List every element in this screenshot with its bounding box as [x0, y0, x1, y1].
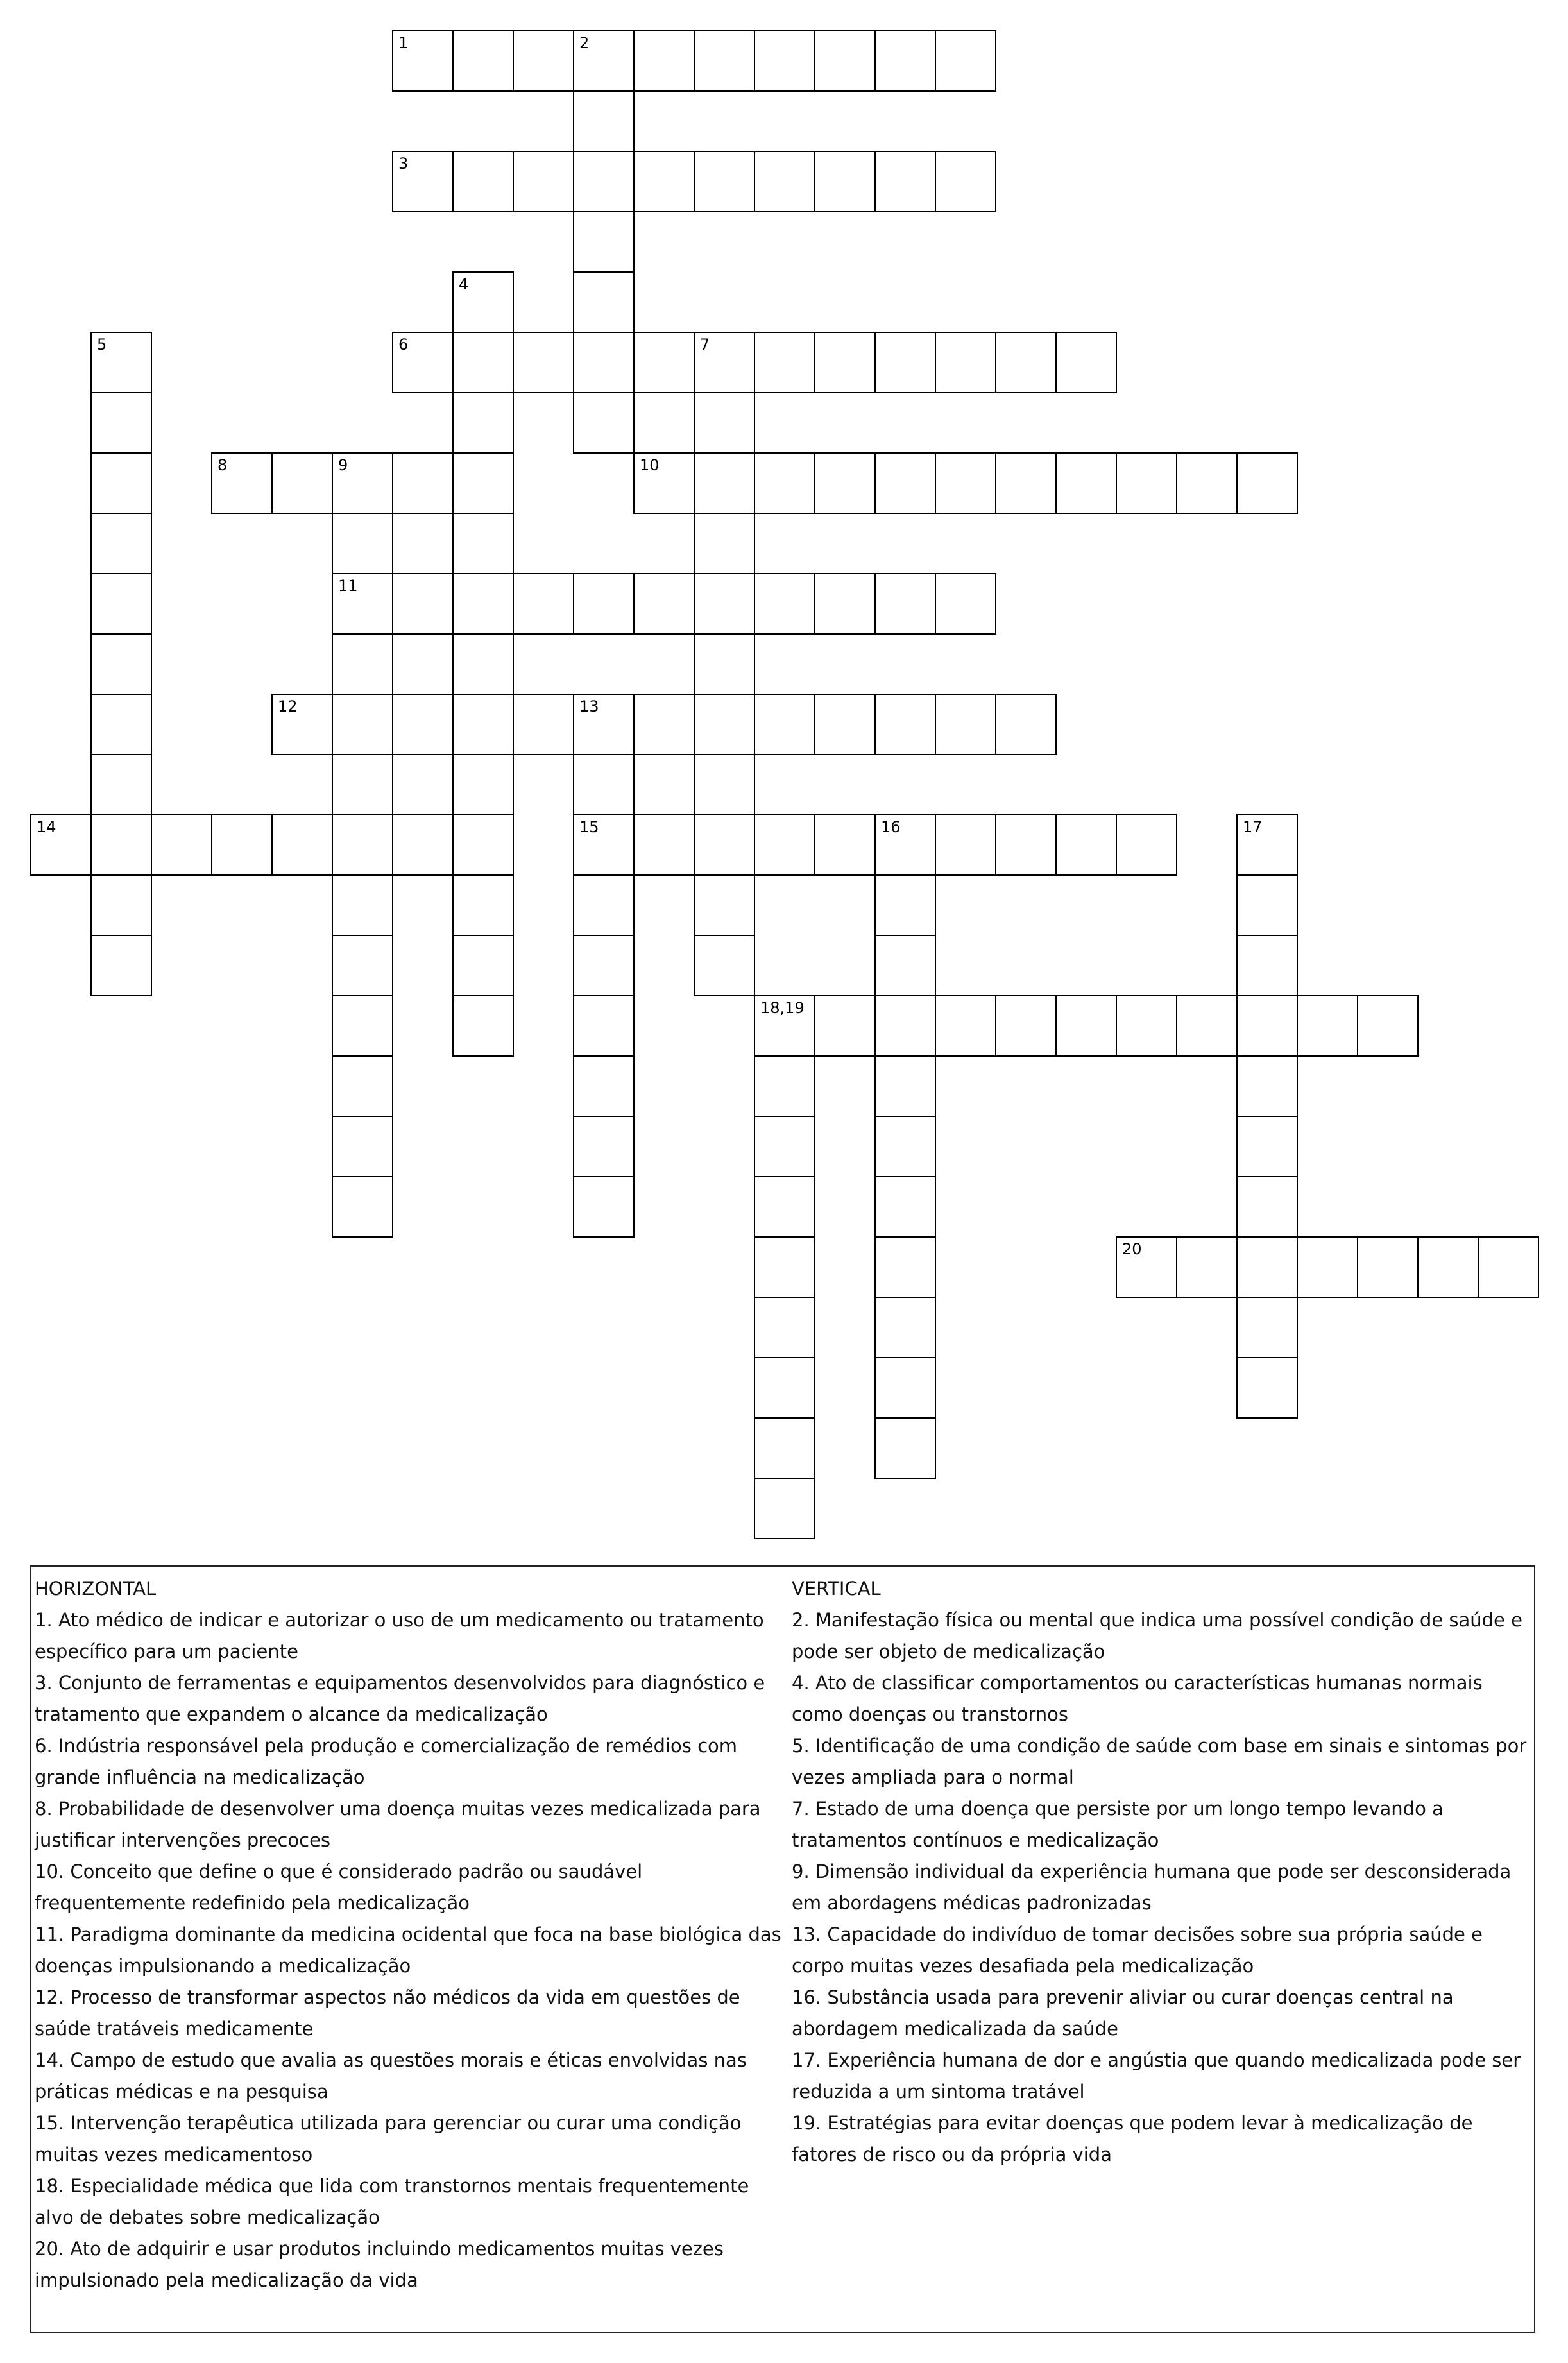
grid-cell[interactable]	[814, 814, 876, 876]
grid-cell[interactable]	[513, 573, 574, 635]
clues-panel	[30, 1565, 1535, 2333]
grid-cell[interactable]	[694, 633, 755, 695]
grid-cell[interactable]	[573, 694, 635, 755]
grid-cell[interactable]	[754, 1055, 815, 1117]
grid-cell[interactable]	[573, 151, 635, 212]
grid-cell[interactable]	[633, 332, 695, 393]
grid-cell[interactable]	[694, 874, 755, 936]
grid-cell[interactable]	[1236, 935, 1298, 996]
grid-cell[interactable]	[814, 573, 876, 635]
grid-cell[interactable]	[1055, 332, 1117, 393]
grid-cell[interactable]	[211, 814, 273, 876]
grid-cell[interactable]	[513, 30, 574, 92]
grid-cell[interactable]	[573, 211, 635, 273]
grid-cell[interactable]	[332, 573, 393, 635]
grid-cell[interactable]	[995, 332, 1057, 393]
grid-cell[interactable]	[392, 513, 454, 574]
grid-cell[interactable]	[573, 332, 635, 393]
grid-cell[interactable]	[814, 995, 876, 1057]
grid-cell[interactable]	[874, 573, 936, 635]
grid-cell[interactable]	[874, 1297, 936, 1358]
grid-cell[interactable]	[1297, 995, 1358, 1057]
grid-cell[interactable]	[1055, 452, 1117, 514]
clue-number: 3	[398, 155, 409, 173]
grid-cell[interactable]	[1236, 1236, 1298, 1298]
grid-cell[interactable]	[211, 452, 273, 514]
grid-cell[interactable]	[935, 452, 996, 514]
grid-cell[interactable]	[1236, 1297, 1298, 1358]
grid-cell[interactable]	[694, 754, 755, 815]
grid-cell[interactable]	[1055, 995, 1117, 1057]
clue-number: 16	[881, 818, 901, 836]
grid-cell[interactable]	[874, 814, 936, 876]
grid-cell[interactable]	[332, 935, 393, 996]
grid-cell[interactable]	[633, 814, 695, 876]
grid-cell[interactable]	[332, 995, 393, 1057]
grid-cell[interactable]	[271, 694, 333, 755]
grid-cell[interactable]	[1176, 1236, 1238, 1298]
grid-cell[interactable]	[392, 452, 454, 514]
grid-cell[interactable]	[694, 151, 755, 212]
clue-number: 15	[579, 818, 599, 836]
grid-cell[interactable]	[754, 1478, 815, 1539]
grid-cell[interactable]	[332, 1055, 393, 1117]
grid-cell[interactable]	[573, 935, 635, 996]
grid-cell[interactable]	[332, 1176, 393, 1238]
grid-cell[interactable]	[935, 814, 996, 876]
grid-cell[interactable]	[1236, 452, 1298, 514]
grid-cell[interactable]	[452, 332, 514, 393]
clue-horizontal-15: 15. Intervenção terapêutica utilizada para gerenciar ou curar uma condição muitas vezes medicamentoso	[35, 2112, 742, 2165]
grid-cell[interactable]	[1236, 1116, 1298, 1177]
grid-cell[interactable]	[633, 694, 695, 755]
grid-cell[interactable]	[1357, 995, 1419, 1057]
grid-cell[interactable]	[995, 452, 1057, 514]
grid-cell[interactable]	[573, 814, 635, 876]
grid-cell[interactable]	[935, 995, 996, 1057]
grid-cell[interactable]	[90, 332, 152, 393]
grid-cell[interactable]	[151, 814, 212, 876]
grid-cell[interactable]	[754, 452, 815, 514]
clue-number: 9	[338, 456, 348, 474]
clue-horizontal-20: 20. Ato de adquirir e usar produtos incluindo medicamentos muitas vezes impulsionado pela medicalização da vida	[35, 2238, 724, 2291]
grid-cell[interactable]	[754, 1417, 815, 1479]
grid-cell[interactable]	[90, 694, 152, 755]
grid-cell[interactable]	[1478, 1236, 1539, 1298]
grid-cell[interactable]	[452, 935, 514, 996]
grid-cell[interactable]	[874, 151, 936, 212]
grid-cell[interactable]	[90, 392, 152, 454]
grid-cell[interactable]	[754, 694, 815, 755]
horizontal-clues	[35, 1573, 785, 2296]
grid-cell[interactable]	[874, 874, 936, 936]
grid-cell[interactable]	[874, 694, 936, 755]
grid-cell[interactable]	[754, 995, 815, 1057]
clue-vertical-5: 5. Identificação de uma condição de saúde com base em sinais e sintomas por vezes ampliada para o normal	[792, 1735, 1527, 1788]
clue-number: 20	[1122, 1240, 1142, 1258]
grid-cell[interactable]	[392, 814, 454, 876]
grid-cell[interactable]	[332, 452, 393, 514]
clue-number: 1	[398, 34, 409, 52]
grid-cell[interactable]	[694, 332, 755, 393]
grid-cell[interactable]	[754, 573, 815, 635]
clue-number: 17	[1243, 818, 1263, 836]
grid-cell[interactable]	[90, 874, 152, 936]
grid-cell[interactable]	[30, 814, 92, 876]
clue-vertical-17: 17. Experiência humana de dor e angústia que quando medicalizada pode ser reduzida a um sintoma tratável	[792, 2049, 1521, 2103]
grid-cell[interactable]	[332, 1116, 393, 1177]
grid-cell[interactable]	[392, 633, 454, 695]
grid-cell[interactable]	[935, 151, 996, 212]
clue-number: 6	[398, 336, 409, 354]
grid-cell[interactable]	[1236, 814, 1298, 876]
clue-vertical-7: 7. Estado de uma doença que persiste por um longo tempo levando a tratamentos contínuos e medicalização	[792, 1798, 1444, 1851]
grid-cell[interactable]	[874, 1116, 936, 1177]
grid-cell[interactable]	[633, 452, 695, 514]
grid-cell[interactable]	[1116, 995, 1177, 1057]
grid-cell[interactable]	[392, 754, 454, 815]
grid-cell[interactable]	[332, 513, 393, 574]
grid-cell[interactable]	[90, 814, 152, 876]
grid-cell[interactable]	[814, 694, 876, 755]
grid-cell[interactable]	[754, 151, 815, 212]
clue-number: 13	[579, 697, 599, 715]
grid-cell[interactable]	[513, 694, 574, 755]
grid-cell[interactable]	[332, 814, 393, 876]
grid-cell[interactable]	[573, 1176, 635, 1238]
clue-vertical-4: 4. Ato de classificar comportamentos ou características humanas normais como doenças ou transtornos	[792, 1672, 1483, 1725]
clue-horizontal-11: 11. Paradigma dominante da medicina ocidental que foca na base biológica das doenças impulsionando a medicalização	[35, 1924, 781, 1977]
grid-cell[interactable]	[90, 754, 152, 815]
grid-cell[interactable]	[573, 271, 635, 333]
grid-cell[interactable]	[90, 513, 152, 574]
grid-cell[interactable]	[694, 513, 755, 574]
grid-cell[interactable]	[573, 392, 635, 454]
clue-vertical-9: 9. Dimensão individual da experiência humana que pode ser desconsiderada em abordagens médicas padronizadas	[792, 1861, 1512, 1914]
grid-cell[interactable]	[1236, 874, 1298, 936]
grid-cell[interactable]	[452, 633, 514, 695]
grid-cell[interactable]	[332, 754, 393, 815]
grid-cell[interactable]	[633, 30, 695, 92]
grid-cell[interactable]	[1055, 814, 1117, 876]
grid-cell[interactable]	[452, 995, 514, 1057]
grid-cell[interactable]	[935, 30, 996, 92]
grid-cell[interactable]	[1236, 1055, 1298, 1117]
grid-cell[interactable]	[694, 392, 755, 454]
grid-cell[interactable]	[694, 814, 755, 876]
grid-cell[interactable]	[935, 694, 996, 755]
grid-cell[interactable]	[452, 271, 514, 333]
horizontal-clues-title: HORIZONTAL	[35, 1578, 157, 1600]
grid-cell[interactable]	[754, 1236, 815, 1298]
grid-cell[interactable]	[392, 694, 454, 755]
clue-number: 5	[97, 336, 107, 354]
grid-cell[interactable]	[694, 30, 755, 92]
grid-cell[interactable]	[874, 30, 936, 92]
grid-cell[interactable]	[874, 1236, 936, 1298]
clue-number: 18,19	[760, 999, 805, 1017]
grid-cell[interactable]	[814, 30, 876, 92]
grid-cell[interactable]	[1417, 1236, 1479, 1298]
grid-cell[interactable]	[452, 694, 514, 755]
grid-cell[interactable]	[1116, 814, 1177, 876]
grid-cell[interactable]	[332, 694, 393, 755]
grid-cell[interactable]	[452, 814, 514, 876]
grid-cell[interactable]	[935, 573, 996, 635]
grid-cell[interactable]	[1236, 1176, 1298, 1238]
grid-cell[interactable]	[754, 1116, 815, 1177]
grid-cell[interactable]	[694, 935, 755, 996]
grid-cell[interactable]	[754, 332, 815, 393]
grid-cell[interactable]	[874, 1417, 936, 1479]
grid-cell[interactable]	[332, 633, 393, 695]
clue-horizontal-1: 1. Ato médico de indicar e autorizar o uso de um medicamento ou tratamento específico para um paciente	[35, 1609, 764, 1662]
grid-cell[interactable]	[874, 452, 936, 514]
grid-cell[interactable]	[573, 1116, 635, 1177]
grid-cell[interactable]	[452, 513, 514, 574]
grid-cell[interactable]	[754, 1357, 815, 1419]
clue-vertical-2: 2. Manifestação física ou mental que indica uma possível condição de saúde e pode ser objeto de medicalização	[792, 1609, 1522, 1662]
grid-cell[interactable]	[271, 452, 333, 514]
grid-cell[interactable]	[754, 1176, 815, 1238]
grid-cell[interactable]	[1176, 452, 1238, 514]
grid-cell[interactable]	[332, 874, 393, 936]
grid-cell[interactable]	[694, 452, 755, 514]
grid-cell[interactable]	[814, 151, 876, 212]
grid-cell[interactable]	[452, 573, 514, 635]
clue-horizontal-10: 10. Conceito que define o que é considerado padrão ou saudável frequentemente redefinido pela medicalização	[35, 1861, 643, 1914]
clue-horizontal-12: 12. Processo de transformar aspectos não médicos da vida em questões de saúde tratáveis medicamente	[35, 1986, 740, 2040]
grid-cell[interactable]	[452, 30, 514, 92]
grid-cell[interactable]	[452, 452, 514, 514]
clue-number: 12	[278, 697, 298, 715]
grid-cell[interactable]	[874, 1176, 936, 1238]
vertical-clues-title: VERTICAL	[792, 1578, 881, 1600]
clue-number: 7	[700, 336, 710, 354]
clue-number: 10	[640, 456, 660, 474]
grid-cell[interactable]	[452, 874, 514, 936]
grid-cell[interactable]	[90, 452, 152, 514]
grid-cell[interactable]	[1297, 1236, 1358, 1298]
clue-vertical-13: 13. Capacidade do indivíduo de tomar decisões sobre sua própria saúde e corpo muitas vezes desafiada pela medicalização	[792, 1924, 1483, 1977]
grid-cell[interactable]	[694, 573, 755, 635]
grid-cell[interactable]	[874, 935, 936, 996]
grid-cell[interactable]	[513, 332, 574, 393]
grid-cell[interactable]	[995, 694, 1057, 755]
grid-cell[interactable]	[573, 874, 635, 936]
clue-number: 11	[338, 577, 358, 595]
grid-cell[interactable]	[573, 573, 635, 635]
clue-number: 8	[217, 456, 228, 474]
grid-cell[interactable]	[573, 995, 635, 1057]
grid-cell[interactable]	[814, 332, 876, 393]
grid-cell[interactable]	[995, 814, 1057, 876]
grid-cell[interactable]	[694, 694, 755, 755]
grid-cell[interactable]	[392, 332, 454, 393]
grid-cell[interactable]	[513, 151, 574, 212]
grid-cell[interactable]	[452, 392, 514, 454]
grid-cell[interactable]	[874, 332, 936, 393]
clue-number: 2	[579, 34, 590, 52]
vertical-clues	[792, 1573, 1530, 2171]
grid-cell[interactable]	[633, 151, 695, 212]
clue-horizontal-3: 3. Conjunto de ferramentas e equipamentos desenvolvidos para diagnóstico e tratamento que expandem o alcance da medicalização	[35, 1672, 765, 1725]
grid-cell[interactable]	[633, 573, 695, 635]
grid-cell[interactable]	[1357, 1236, 1419, 1298]
grid-cell[interactable]	[90, 935, 152, 996]
grid-cell[interactable]	[452, 151, 514, 212]
grid-cell[interactable]	[754, 814, 815, 876]
grid-cell[interactable]	[90, 633, 152, 695]
clue-number: 14	[37, 818, 56, 836]
grid-cell[interactable]	[874, 995, 936, 1057]
grid-cell[interactable]	[754, 1297, 815, 1358]
clue-vertical-19: 19. Estratégias para evitar doenças que podem levar à medicalização de fatores de risco ou da própria vida	[792, 2112, 1473, 2165]
grid-cell[interactable]	[1176, 995, 1238, 1057]
grid-cell[interactable]	[995, 995, 1057, 1057]
grid-cell[interactable]	[392, 30, 454, 92]
clue-horizontal-18: 18. Especialidade médica que lida com transtornos mentais frequentemente alvo de debates sobre medicalização	[35, 2175, 749, 2228]
grid-cell[interactable]	[874, 1357, 936, 1419]
clue-number: 4	[459, 275, 469, 293]
grid-cell[interactable]	[1116, 1236, 1177, 1298]
clue-vertical-16: 16. Substância usada para prevenir aliviar ou curar doenças central na abordagem medicalizada da saúde	[792, 1986, 1454, 2040]
grid-cell[interactable]	[573, 1055, 635, 1117]
grid-cell[interactable]	[633, 392, 695, 454]
clue-horizontal-8: 8. Probabilidade de desenvolver uma doença muitas vezes medicalizada para justificar intervenções precoces	[35, 1798, 761, 1851]
grid-cell[interactable]	[90, 573, 152, 635]
grid-cell[interactable]	[573, 30, 635, 92]
grid-cell[interactable]	[1116, 452, 1177, 514]
grid-cell[interactable]	[573, 754, 635, 815]
grid-cell[interactable]	[935, 332, 996, 393]
grid-cell[interactable]	[1236, 995, 1298, 1057]
grid-cell[interactable]	[392, 151, 454, 212]
clue-horizontal-14: 14. Campo de estudo que avalia as questões morais e éticas envolvidas nas práticas médicas e na pesquisa	[35, 2049, 747, 2103]
grid-cell[interactable]	[754, 30, 815, 92]
grid-cell[interactable]	[573, 90, 635, 152]
grid-cell[interactable]	[392, 573, 454, 635]
clue-horizontal-6: 6. Indústria responsável pela produção e comercialização de remédios com grande influência na medicalização	[35, 1735, 738, 1788]
grid-cell[interactable]	[814, 452, 876, 514]
grid-cell[interactable]	[452, 754, 514, 815]
grid-cell[interactable]	[1236, 1357, 1298, 1419]
grid-cell[interactable]	[271, 814, 333, 876]
grid-cell[interactable]	[874, 1055, 936, 1117]
